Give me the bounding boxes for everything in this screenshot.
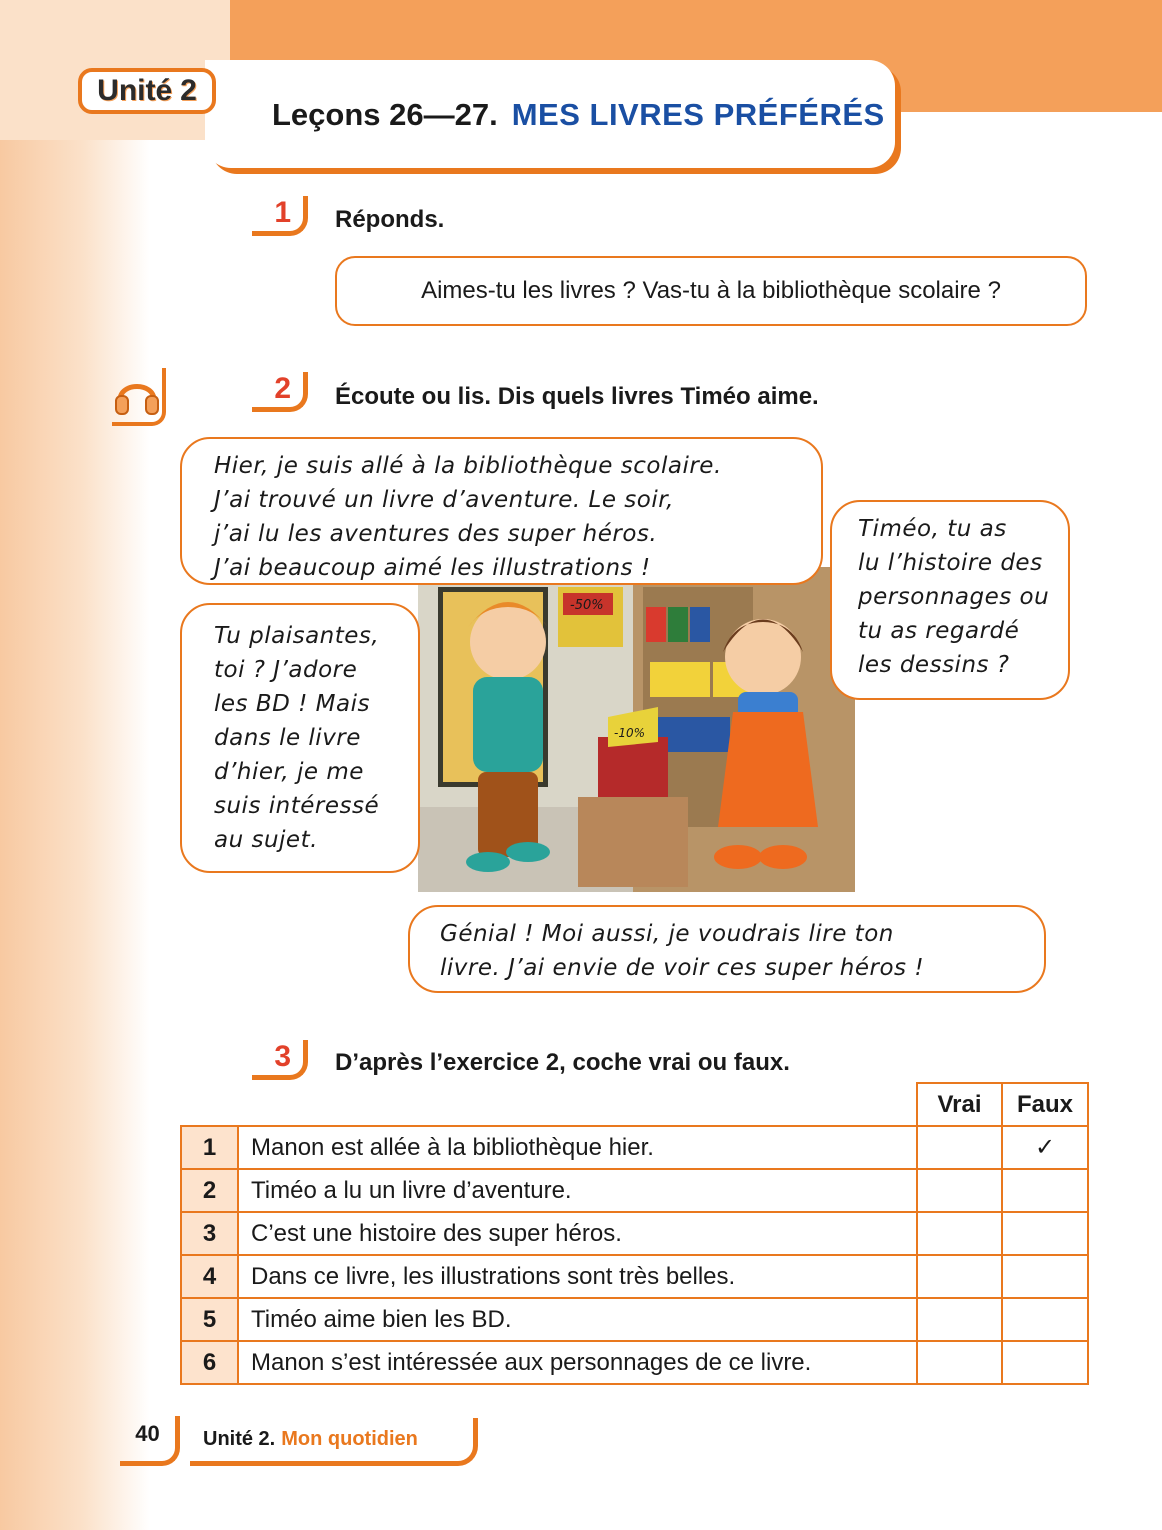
headphones-icon[interactable] [112,368,166,426]
table-row [181,1341,1088,1384]
row-number: 1 [181,1126,238,1169]
unit-badge [78,68,216,114]
vrai-checkbox[interactable] [917,1298,1002,1341]
bubble-line: J’ai beaucoup aimé les illustrations ! [214,555,651,581]
theme-label: MES LIVRES PRÉFÉRÉS [511,97,885,132]
bubble-line: livre. J’ai envie de voir ces super héros ! [440,955,925,981]
bubble-line: lu l’histoire des [858,550,1043,576]
faux-checkbox[interactable] [1002,1255,1088,1298]
statement: Timéo a lu un livre d’aventure. [238,1169,917,1212]
row-number: 6 [181,1341,238,1384]
footer-unit: Unité 2. [203,1428,276,1450]
column-header-faux: Faux [1002,1083,1088,1126]
speech-bubble-manon-1 [830,500,1070,700]
row-number: 5 [181,1298,238,1341]
exercise-3-number: 3 [252,1040,308,1080]
row-number: 4 [181,1255,238,1298]
page-number: 40 [120,1416,180,1466]
speech-bubble-timeo-2 [180,603,420,873]
bubble-line: Hier, je suis allé à la bibliothèque scolaire. [214,453,722,479]
footer-subtitle: Mon quotidien [281,1428,418,1450]
statement: Timéo aime bien les BD. [238,1298,917,1341]
exercise-2-title: Écoute ou lis. Dis quels livres Timéo aime. [335,383,819,410]
table-row [181,1298,1088,1341]
statement: Dans ce livre, les illustrations sont très belles. [238,1255,917,1298]
table-row [181,1126,1088,1169]
statement: Manon s’est intéressée aux personnages de ce livre. [238,1341,917,1384]
table-row [181,1212,1088,1255]
column-header-vrai: Vrai [917,1083,1002,1126]
vrai-checkbox[interactable] [917,1126,1002,1169]
page-title [272,97,885,133]
discount-tag-b: -10% [614,726,646,740]
unit-badge-word: Unité [97,74,173,107]
statement: Manon est allée à la bibliothèque hier. [238,1126,917,1169]
exercise-1-prompt: Aimes-tu les livres ? Vas-tu à la bibliothèque scolaire ? [421,277,1001,304]
row-number: 3 [181,1212,238,1255]
bubble-line: Génial ! Moi aussi, je voudrais lire ton [440,921,894,947]
table-header-row [181,1083,1088,1126]
bubble-line: suis intéressé [214,793,380,819]
unit-badge-number: 2 [180,74,197,107]
vrai-checkbox[interactable] [917,1255,1002,1298]
bubble-line: Tu plaisantes, [214,623,380,649]
bubble-line: dans le livre [214,725,361,751]
faux-checkbox[interactable] [1002,1341,1088,1384]
exercise-1-number: 1 [252,196,308,236]
statement: C’est une histoire des super héros. [238,1212,917,1255]
bubble-line: les dessins ? [858,652,1010,678]
table-row [181,1169,1088,1212]
bubble-line: J’ai trouvé un livre d’aventure. Le soir, [214,487,674,513]
faux-checkbox[interactable]: ✓ [1002,1126,1088,1169]
speech-bubble-timeo-1 [180,437,823,585]
vrai-checkbox[interactable] [917,1212,1002,1255]
speech-bubble-manon-2 [408,905,1046,993]
bubble-line: Timéo, tu as [858,516,1007,542]
discount-tag-a: -50% [570,598,604,613]
true-false-table [180,1082,1089,1385]
lesson-label: Leçons 26—27. [272,97,498,132]
bubble-line: j’ai lu les aventures des super héros. [214,521,658,547]
exercise-2-number: 2 [252,372,308,412]
footer-label [203,1428,418,1451]
table-row [181,1255,1088,1298]
library-illustration [418,567,855,892]
page-side-band [0,0,150,1530]
faux-checkbox[interactable] [1002,1298,1088,1341]
exercise-3-title: D’après l’exercice 2, coche vrai ou faux. [335,1049,790,1076]
row-number: 2 [181,1169,238,1212]
bubble-line: les BD ! Mais [214,691,370,717]
bubble-line: au sujet. [214,827,318,853]
exercise-1-prompt-box [335,256,1087,326]
bubble-line: toi ? J’adore [214,657,358,683]
bubble-line: d’hier, je me [214,759,364,785]
vrai-checkbox[interactable] [917,1341,1002,1384]
bubble-line: personnages ou [858,584,1050,610]
exercise-1-title: Réponds. [335,206,445,233]
bubble-line: tu as regardé [858,618,1020,644]
faux-checkbox[interactable] [1002,1212,1088,1255]
faux-checkbox[interactable] [1002,1169,1088,1212]
vrai-checkbox[interactable] [917,1169,1002,1212]
